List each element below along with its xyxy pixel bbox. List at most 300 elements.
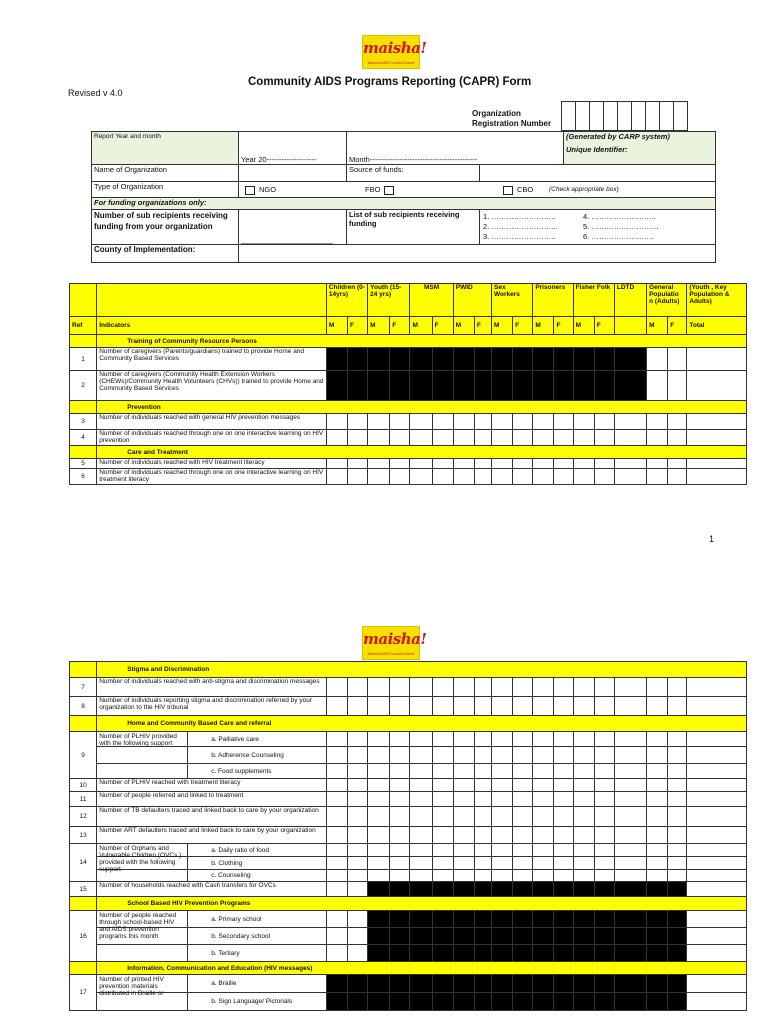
data-entry-cell[interactable] bbox=[687, 792, 747, 807]
data-entry-cell[interactable] bbox=[368, 678, 390, 697]
data-entry-cell[interactable] bbox=[513, 697, 533, 716]
data-entry-cell[interactable] bbox=[474, 678, 491, 697]
data-entry-cell[interactable] bbox=[453, 697, 474, 716]
data-entry-cell[interactable] bbox=[554, 844, 573, 857]
data-entry-cell[interactable] bbox=[614, 697, 646, 716]
data-entry-cell[interactable] bbox=[491, 792, 512, 807]
data-entry-cell[interactable] bbox=[573, 414, 594, 430]
data-entry-cell[interactable] bbox=[390, 732, 410, 747]
data-entry-cell[interactable] bbox=[474, 469, 491, 485]
data-entry-cell[interactable] bbox=[390, 807, 410, 827]
data-entry-cell[interactable] bbox=[594, 779, 614, 792]
data-entry-cell[interactable] bbox=[554, 764, 573, 779]
county-field[interactable] bbox=[239, 245, 716, 263]
data-entry-cell[interactable] bbox=[687, 414, 747, 430]
data-entry-cell[interactable] bbox=[368, 414, 390, 430]
data-entry-cell[interactable] bbox=[687, 430, 747, 446]
data-entry-cell[interactable] bbox=[513, 732, 533, 747]
data-entry-cell[interactable] bbox=[533, 732, 554, 747]
data-entry-cell[interactable] bbox=[687, 844, 747, 857]
data-entry-cell[interactable] bbox=[326, 414, 347, 430]
data-entry-cell[interactable] bbox=[390, 844, 410, 857]
data-entry-cell[interactable] bbox=[573, 807, 594, 827]
data-entry-cell[interactable] bbox=[668, 371, 687, 401]
data-entry-cell[interactable] bbox=[390, 469, 410, 485]
year-field[interactable]: Year 20-------------------- bbox=[239, 132, 347, 165]
data-entry-cell[interactable] bbox=[533, 764, 554, 779]
data-entry-cell[interactable] bbox=[614, 414, 646, 430]
data-entry-cell[interactable] bbox=[432, 844, 453, 857]
ngo-checkbox[interactable] bbox=[245, 186, 255, 195]
data-entry-cell[interactable] bbox=[594, 747, 614, 764]
data-entry-cell[interactable] bbox=[453, 807, 474, 827]
data-entry-cell[interactable] bbox=[474, 807, 491, 827]
data-entry-cell[interactable] bbox=[326, 459, 347, 469]
data-entry-cell[interactable] bbox=[410, 857, 432, 870]
data-entry-cell[interactable] bbox=[554, 792, 573, 807]
data-entry-cell[interactable] bbox=[368, 827, 390, 844]
data-entry-cell[interactable] bbox=[368, 732, 390, 747]
data-entry-cell[interactable] bbox=[326, 928, 347, 945]
data-entry-cell[interactable] bbox=[453, 678, 474, 697]
data-entry-cell[interactable] bbox=[347, 459, 367, 469]
data-entry-cell[interactable] bbox=[573, 764, 594, 779]
data-entry-cell[interactable] bbox=[647, 371, 668, 401]
data-entry-cell[interactable] bbox=[410, 414, 432, 430]
data-entry-cell[interactable] bbox=[614, 844, 646, 857]
data-entry-cell[interactable] bbox=[453, 764, 474, 779]
data-entry-cell[interactable] bbox=[513, 779, 533, 792]
data-entry-cell[interactable] bbox=[513, 844, 533, 857]
data-entry-cell[interactable] bbox=[347, 469, 367, 485]
data-entry-cell[interactable] bbox=[432, 697, 453, 716]
data-entry-cell[interactable] bbox=[513, 857, 533, 870]
data-entry-cell[interactable] bbox=[594, 732, 614, 747]
data-entry-cell[interactable] bbox=[347, 870, 367, 882]
data-entry-cell[interactable] bbox=[594, 827, 614, 844]
data-entry-cell[interactable] bbox=[573, 732, 594, 747]
data-entry-cell[interactable] bbox=[368, 807, 390, 827]
data-entry-cell[interactable] bbox=[668, 779, 687, 792]
data-entry-cell[interactable] bbox=[594, 430, 614, 446]
data-entry-cell[interactable] bbox=[554, 697, 573, 716]
data-entry-cell[interactable] bbox=[687, 928, 747, 945]
data-entry-cell[interactable] bbox=[647, 678, 668, 697]
data-entry-cell[interactable] bbox=[647, 827, 668, 844]
sub-recipients-list[interactable]: 1. …………………….. 4. …………………….. 2. ……………………... 5. ……………………… 3. …………………….. 6. ……………………. bbox=[480, 210, 716, 245]
data-entry-cell[interactable] bbox=[533, 792, 554, 807]
data-entry-cell[interactable] bbox=[614, 469, 646, 485]
data-entry-cell[interactable] bbox=[614, 827, 646, 844]
data-entry-cell[interactable] bbox=[326, 857, 347, 870]
data-entry-cell[interactable] bbox=[347, 945, 367, 962]
data-entry-cell[interactable] bbox=[647, 697, 668, 716]
data-entry-cell[interactable] bbox=[573, 779, 594, 792]
data-entry-cell[interactable] bbox=[390, 827, 410, 844]
data-entry-cell[interactable] bbox=[491, 844, 512, 857]
data-entry-cell[interactable] bbox=[368, 792, 390, 807]
data-entry-cell[interactable] bbox=[687, 807, 747, 827]
fbo-checkbox[interactable] bbox=[384, 186, 394, 195]
data-entry-cell[interactable] bbox=[573, 430, 594, 446]
data-entry-cell[interactable] bbox=[347, 414, 367, 430]
data-entry-cell[interactable] bbox=[368, 459, 390, 469]
data-entry-cell[interactable] bbox=[474, 857, 491, 870]
data-entry-cell[interactable] bbox=[432, 469, 453, 485]
data-entry-cell[interactable] bbox=[453, 857, 474, 870]
data-entry-cell[interactable] bbox=[647, 348, 668, 371]
data-entry-cell[interactable] bbox=[491, 732, 512, 747]
month-field[interactable]: Month------------------------------------------- bbox=[347, 132, 564, 165]
data-entry-cell[interactable] bbox=[614, 764, 646, 779]
data-entry-cell[interactable] bbox=[614, 732, 646, 747]
data-entry-cell[interactable] bbox=[668, 747, 687, 764]
data-entry-cell[interactable] bbox=[668, 414, 687, 430]
data-entry-cell[interactable] bbox=[432, 678, 453, 697]
data-entry-cell[interactable] bbox=[368, 469, 390, 485]
data-entry-cell[interactable] bbox=[554, 430, 573, 446]
data-entry-cell[interactable] bbox=[668, 678, 687, 697]
data-entry-cell[interactable] bbox=[491, 779, 512, 792]
data-entry-cell[interactable] bbox=[513, 430, 533, 446]
data-entry-cell[interactable] bbox=[573, 827, 594, 844]
data-entry-cell[interactable] bbox=[668, 697, 687, 716]
data-entry-cell[interactable] bbox=[453, 430, 474, 446]
data-entry-cell[interactable] bbox=[410, 459, 432, 469]
data-entry-cell[interactable] bbox=[453, 870, 474, 882]
data-entry-cell[interactable] bbox=[668, 459, 687, 469]
data-entry-cell[interactable] bbox=[453, 747, 474, 764]
data-entry-cell[interactable] bbox=[668, 348, 687, 371]
data-entry-cell[interactable] bbox=[573, 870, 594, 882]
data-entry-cell[interactable] bbox=[474, 827, 491, 844]
data-entry-cell[interactable] bbox=[573, 469, 594, 485]
num-sub-recipients-field[interactable]: ______________________ bbox=[239, 210, 347, 245]
data-entry-cell[interactable] bbox=[687, 678, 747, 697]
data-entry-cell[interactable] bbox=[432, 747, 453, 764]
data-entry-cell[interactable] bbox=[432, 827, 453, 844]
data-entry-cell[interactable] bbox=[647, 807, 668, 827]
data-entry-cell[interactable] bbox=[533, 857, 554, 870]
data-entry-cell[interactable] bbox=[594, 697, 614, 716]
data-entry-cell[interactable] bbox=[647, 732, 668, 747]
data-entry-cell[interactable] bbox=[453, 827, 474, 844]
data-entry-cell[interactable] bbox=[533, 870, 554, 882]
data-entry-cell[interactable] bbox=[347, 827, 367, 844]
data-entry-cell[interactable] bbox=[533, 747, 554, 764]
data-entry-cell[interactable] bbox=[347, 807, 367, 827]
data-entry-cell[interactable] bbox=[647, 430, 668, 446]
data-entry-cell[interactable] bbox=[573, 857, 594, 870]
data-entry-cell[interactable] bbox=[432, 870, 453, 882]
data-entry-cell[interactable] bbox=[410, 807, 432, 827]
data-entry-cell[interactable] bbox=[594, 844, 614, 857]
data-entry-cell[interactable] bbox=[533, 844, 554, 857]
data-entry-cell[interactable] bbox=[432, 459, 453, 469]
data-entry-cell[interactable] bbox=[453, 844, 474, 857]
data-entry-cell[interactable] bbox=[347, 779, 367, 792]
data-entry-cell[interactable] bbox=[513, 792, 533, 807]
data-entry-cell[interactable] bbox=[410, 779, 432, 792]
data-entry-cell[interactable] bbox=[513, 764, 533, 779]
data-entry-cell[interactable] bbox=[390, 430, 410, 446]
data-entry-cell[interactable] bbox=[453, 779, 474, 792]
data-entry-cell[interactable] bbox=[614, 747, 646, 764]
data-entry-cell[interactable] bbox=[368, 857, 390, 870]
data-entry-cell[interactable] bbox=[410, 870, 432, 882]
data-entry-cell[interactable] bbox=[554, 870, 573, 882]
data-entry-cell[interactable] bbox=[533, 459, 554, 469]
data-entry-cell[interactable] bbox=[432, 857, 453, 870]
data-entry-cell[interactable] bbox=[474, 844, 491, 857]
data-entry-cell[interactable] bbox=[491, 857, 512, 870]
data-entry-cell[interactable] bbox=[347, 792, 367, 807]
data-entry-cell[interactable] bbox=[668, 469, 687, 485]
data-entry-cell[interactable] bbox=[533, 414, 554, 430]
data-entry-cell[interactable] bbox=[614, 678, 646, 697]
data-entry-cell[interactable] bbox=[410, 678, 432, 697]
data-entry-cell[interactable] bbox=[614, 870, 646, 882]
data-entry-cell[interactable] bbox=[390, 414, 410, 430]
data-entry-cell[interactable] bbox=[492, 430, 513, 446]
data-entry-cell[interactable] bbox=[594, 459, 614, 469]
data-entry-cell[interactable] bbox=[474, 764, 491, 779]
data-entry-cell[interactable] bbox=[347, 857, 367, 870]
data-entry-cell[interactable] bbox=[513, 459, 533, 469]
data-entry-cell[interactable] bbox=[326, 747, 347, 764]
data-entry-cell[interactable] bbox=[687, 975, 747, 993]
data-entry-cell[interactable] bbox=[554, 857, 573, 870]
data-entry-cell[interactable] bbox=[533, 807, 554, 827]
data-entry-cell[interactable] bbox=[594, 857, 614, 870]
data-entry-cell[interactable] bbox=[573, 697, 594, 716]
data-entry-cell[interactable] bbox=[668, 827, 687, 844]
data-entry-cell[interactable] bbox=[410, 732, 432, 747]
data-entry-cell[interactable] bbox=[533, 779, 554, 792]
data-entry-cell[interactable] bbox=[614, 792, 646, 807]
data-entry-cell[interactable] bbox=[347, 911, 367, 928]
data-entry-cell[interactable] bbox=[326, 844, 347, 857]
data-entry-cell[interactable] bbox=[368, 697, 390, 716]
data-entry-cell[interactable] bbox=[513, 414, 533, 430]
data-entry-cell[interactable] bbox=[326, 732, 347, 747]
data-entry-cell[interactable] bbox=[453, 792, 474, 807]
data-entry-cell[interactable] bbox=[410, 764, 432, 779]
data-entry-cell[interactable] bbox=[453, 459, 474, 469]
data-entry-cell[interactable] bbox=[326, 807, 347, 827]
data-entry-cell[interactable] bbox=[410, 430, 432, 446]
data-entry-cell[interactable] bbox=[594, 764, 614, 779]
data-entry-cell[interactable] bbox=[410, 792, 432, 807]
data-entry-cell[interactable] bbox=[687, 747, 747, 764]
data-entry-cell[interactable] bbox=[554, 414, 573, 430]
source-funds-field[interactable] bbox=[480, 165, 716, 182]
data-entry-cell[interactable] bbox=[614, 857, 646, 870]
data-entry-cell[interactable] bbox=[687, 882, 747, 897]
data-entry-cell[interactable] bbox=[687, 469, 747, 485]
data-entry-cell[interactable] bbox=[513, 678, 533, 697]
data-entry-cell[interactable] bbox=[491, 747, 512, 764]
data-entry-cell[interactable] bbox=[326, 764, 347, 779]
data-entry-cell[interactable] bbox=[491, 697, 512, 716]
data-entry-cell[interactable] bbox=[594, 469, 614, 485]
data-entry-cell[interactable] bbox=[347, 678, 367, 697]
data-entry-cell[interactable] bbox=[647, 459, 668, 469]
data-entry-cell[interactable] bbox=[390, 792, 410, 807]
data-entry-cell[interactable] bbox=[687, 371, 747, 401]
data-entry-cell[interactable] bbox=[432, 792, 453, 807]
name-org-field[interactable] bbox=[239, 165, 347, 182]
data-entry-cell[interactable] bbox=[554, 678, 573, 697]
data-entry-cell[interactable] bbox=[474, 697, 491, 716]
data-entry-cell[interactable] bbox=[432, 764, 453, 779]
data-entry-cell[interactable] bbox=[492, 459, 513, 469]
data-entry-cell[interactable] bbox=[687, 697, 747, 716]
data-entry-cell[interactable] bbox=[687, 779, 747, 792]
data-entry-cell[interactable] bbox=[390, 678, 410, 697]
data-entry-cell[interactable] bbox=[432, 807, 453, 827]
data-entry-cell[interactable] bbox=[491, 807, 512, 827]
data-entry-cell[interactable] bbox=[573, 459, 594, 469]
data-entry-cell[interactable] bbox=[668, 857, 687, 870]
data-entry-cell[interactable] bbox=[614, 430, 646, 446]
data-entry-cell[interactable] bbox=[647, 469, 668, 485]
data-entry-cell[interactable] bbox=[491, 678, 512, 697]
data-entry-cell[interactable] bbox=[668, 732, 687, 747]
data-entry-cell[interactable] bbox=[474, 459, 491, 469]
data-entry-cell[interactable] bbox=[410, 844, 432, 857]
data-entry-cell[interactable] bbox=[647, 792, 668, 807]
data-entry-cell[interactable] bbox=[573, 678, 594, 697]
data-entry-cell[interactable] bbox=[687, 870, 747, 882]
data-entry-cell[interactable] bbox=[432, 414, 453, 430]
data-entry-cell[interactable] bbox=[368, 430, 390, 446]
data-entry-cell[interactable] bbox=[513, 870, 533, 882]
data-entry-cell[interactable] bbox=[573, 747, 594, 764]
data-entry-cell[interactable] bbox=[390, 459, 410, 469]
data-entry-cell[interactable] bbox=[492, 414, 513, 430]
data-entry-cell[interactable] bbox=[326, 870, 347, 882]
data-entry-cell[interactable] bbox=[513, 827, 533, 844]
cbo-checkbox[interactable] bbox=[503, 186, 513, 195]
data-entry-cell[interactable] bbox=[368, 747, 390, 764]
data-entry-cell[interactable] bbox=[573, 844, 594, 857]
data-entry-cell[interactable] bbox=[410, 747, 432, 764]
data-entry-cell[interactable] bbox=[687, 945, 747, 962]
data-entry-cell[interactable] bbox=[474, 732, 491, 747]
data-entry-cell[interactable] bbox=[533, 827, 554, 844]
data-entry-cell[interactable] bbox=[491, 870, 512, 882]
data-entry-cell[interactable] bbox=[687, 993, 747, 1011]
data-entry-cell[interactable] bbox=[390, 747, 410, 764]
data-entry-cell[interactable] bbox=[326, 430, 347, 446]
data-entry-cell[interactable] bbox=[687, 459, 747, 469]
data-entry-cell[interactable] bbox=[326, 779, 347, 792]
data-entry-cell[interactable] bbox=[326, 697, 347, 716]
data-entry-cell[interactable] bbox=[594, 870, 614, 882]
data-entry-cell[interactable] bbox=[647, 844, 668, 857]
data-entry-cell[interactable] bbox=[453, 414, 474, 430]
data-entry-cell[interactable] bbox=[647, 870, 668, 882]
data-entry-cell[interactable] bbox=[474, 430, 491, 446]
data-entry-cell[interactable] bbox=[668, 844, 687, 857]
data-entry-cell[interactable] bbox=[594, 678, 614, 697]
data-entry-cell[interactable] bbox=[647, 414, 668, 430]
data-entry-cell[interactable] bbox=[326, 945, 347, 962]
data-entry-cell[interactable] bbox=[554, 469, 573, 485]
data-entry-cell[interactable] bbox=[687, 857, 747, 870]
data-entry-cell[interactable] bbox=[554, 459, 573, 469]
data-entry-cell[interactable] bbox=[513, 747, 533, 764]
data-entry-cell[interactable] bbox=[347, 732, 367, 747]
data-entry-cell[interactable] bbox=[687, 764, 747, 779]
data-entry-cell[interactable] bbox=[347, 697, 367, 716]
data-entry-cell[interactable] bbox=[368, 844, 390, 857]
data-entry-cell[interactable] bbox=[474, 414, 491, 430]
data-entry-cell[interactable] bbox=[594, 807, 614, 827]
data-entry-cell[interactable] bbox=[594, 792, 614, 807]
data-entry-cell[interactable] bbox=[474, 870, 491, 882]
data-entry-cell[interactable] bbox=[432, 430, 453, 446]
data-entry-cell[interactable] bbox=[614, 807, 646, 827]
data-entry-cell[interactable] bbox=[410, 827, 432, 844]
data-entry-cell[interactable] bbox=[347, 928, 367, 945]
data-entry-cell[interactable] bbox=[390, 857, 410, 870]
data-entry-cell[interactable] bbox=[347, 430, 367, 446]
data-entry-cell[interactable] bbox=[573, 792, 594, 807]
data-entry-cell[interactable] bbox=[410, 697, 432, 716]
data-entry-cell[interactable] bbox=[614, 779, 646, 792]
data-entry-cell[interactable] bbox=[668, 430, 687, 446]
data-entry-cell[interactable] bbox=[647, 779, 668, 792]
data-entry-cell[interactable] bbox=[687, 911, 747, 928]
data-entry-cell[interactable] bbox=[474, 747, 491, 764]
data-entry-cell[interactable] bbox=[368, 779, 390, 792]
data-entry-cell[interactable] bbox=[687, 827, 747, 844]
data-entry-cell[interactable] bbox=[432, 779, 453, 792]
data-entry-cell[interactable] bbox=[687, 732, 747, 747]
data-entry-cell[interactable] bbox=[474, 779, 491, 792]
data-entry-cell[interactable] bbox=[326, 792, 347, 807]
data-entry-cell[interactable] bbox=[326, 469, 347, 485]
data-entry-cell[interactable] bbox=[668, 792, 687, 807]
data-entry-cell[interactable] bbox=[513, 469, 533, 485]
data-entry-cell[interactable] bbox=[326, 911, 347, 928]
data-entry-cell[interactable] bbox=[453, 732, 474, 747]
data-entry-cell[interactable] bbox=[533, 469, 554, 485]
data-entry-cell[interactable] bbox=[390, 779, 410, 792]
data-entry-cell[interactable] bbox=[492, 469, 513, 485]
data-entry-cell[interactable] bbox=[347, 882, 367, 897]
data-entry-cell[interactable] bbox=[390, 870, 410, 882]
data-entry-cell[interactable] bbox=[326, 678, 347, 697]
data-entry-cell[interactable] bbox=[668, 807, 687, 827]
data-entry-cell[interactable] bbox=[647, 747, 668, 764]
data-entry-cell[interactable] bbox=[453, 469, 474, 485]
data-entry-cell[interactable] bbox=[347, 747, 367, 764]
data-entry-cell[interactable] bbox=[347, 844, 367, 857]
data-entry-cell[interactable] bbox=[647, 764, 668, 779]
data-entry-cell[interactable] bbox=[491, 764, 512, 779]
data-entry-cell[interactable] bbox=[347, 764, 367, 779]
data-entry-cell[interactable] bbox=[474, 792, 491, 807]
data-entry-cell[interactable] bbox=[554, 747, 573, 764]
data-entry-cell[interactable] bbox=[533, 430, 554, 446]
data-entry-cell[interactable] bbox=[614, 459, 646, 469]
data-entry-cell[interactable] bbox=[326, 827, 347, 844]
data-entry-cell[interactable] bbox=[554, 807, 573, 827]
data-entry-cell[interactable] bbox=[554, 779, 573, 792]
